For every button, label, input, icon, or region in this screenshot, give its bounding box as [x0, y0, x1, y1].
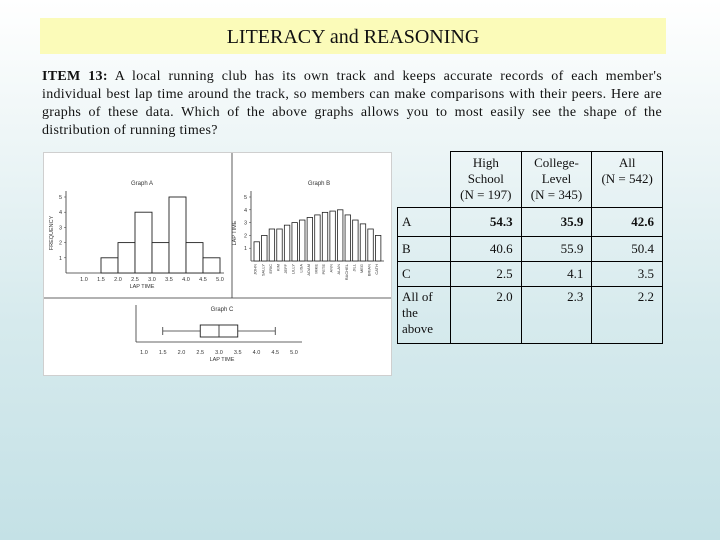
results-header-row — [398, 152, 663, 208]
graph-b-bar — [277, 229, 282, 261]
graph-c-x-tick: 5.0 — [290, 350, 298, 356]
graph-c-x-tick: 4.0 — [252, 350, 261, 356]
table-cell — [521, 208, 592, 237]
graph-a-y-label: FREQUENCY — [49, 215, 55, 251]
graph-a-y-tick: 2 — [58, 240, 62, 247]
table-cell: 2.2 — [592, 287, 663, 344]
graph-b-name-label: JEFF — [283, 264, 289, 274]
slide-title: LITERACY and REASONING — [226, 26, 480, 48]
graph-a-bar — [203, 258, 220, 273]
row-label — [398, 287, 451, 344]
table-cell: 2.5 — [451, 262, 522, 287]
graph-b-name-label: PETE — [321, 264, 327, 275]
graph-a-x-tick: 1.5 — [97, 277, 105, 283]
graph-b-bar — [337, 210, 342, 261]
graph-a-x-tick: 4.0 — [182, 277, 190, 283]
table-cell: 2.0 — [451, 287, 522, 344]
slide-title-bar — [40, 18, 666, 54]
graph-c-title: Graph C — [210, 307, 234, 313]
graph-a-y-tick: 4 — [58, 210, 62, 217]
row-label: A — [398, 208, 451, 237]
graph-c-x-label: LAP TIME — [209, 357, 235, 363]
graph-b-bar — [345, 215, 350, 261]
header-blank-cell — [398, 152, 451, 208]
row-label: C — [398, 262, 451, 287]
row-label-line1: All of — [402, 289, 433, 304]
graph-a-y-tick: 5 — [58, 195, 62, 201]
table-cell: 4.1 — [521, 262, 592, 287]
header-hs-line1: High — [472, 155, 499, 170]
graph-c-x-tick: 2.5 — [196, 350, 205, 356]
table-cell — [592, 208, 663, 237]
question-text — [42, 68, 662, 140]
graph-b-bar — [269, 229, 274, 261]
table-row — [398, 262, 663, 287]
header-col-line2: Level — [541, 171, 572, 186]
item-label: ITEM 13: — [42, 69, 108, 84]
header-college — [521, 152, 592, 208]
graph-b-bar — [368, 229, 373, 261]
table-cell: 50.4 — [592, 237, 663, 262]
graph-b-name-label: JOHN — [252, 264, 258, 275]
graph-a-y-tick: 3 — [58, 225, 62, 232]
cell-value: 54.3 — [489, 214, 513, 229]
graph-b-name-label: BRIAN — [366, 264, 372, 277]
graph-a-y-tick: 1 — [58, 255, 62, 262]
graph-a-x-tick: 2.0 — [114, 277, 122, 283]
graph-b-name-label: KIM — [275, 264, 281, 272]
graph-b-y-tick: 4 — [243, 207, 247, 214]
graph-b-name-label: RACHEL — [343, 264, 349, 281]
graphs-figure — [43, 152, 392, 376]
header-all-line2: (N = 542) — [601, 171, 653, 186]
graph-c-x-tick: 1.0 — [140, 350, 148, 356]
header-all-line1: All — [618, 155, 636, 170]
graph-a-bar — [101, 258, 118, 273]
graph-b-name-label: LISA — [298, 264, 304, 273]
graph-c-x-tick: 2.0 — [177, 350, 186, 356]
graph-b-name-label: SALLY — [260, 264, 266, 277]
graph-b-bar — [375, 235, 380, 261]
graph-b-name-label: CATH — [374, 264, 380, 275]
graph-b-bar — [292, 223, 297, 261]
graph-a-x-tick: 5.0 — [216, 277, 224, 283]
graph-b-name-label: LILLY — [290, 264, 296, 275]
graph-b-y-tick: 1 — [243, 246, 247, 253]
graph-a-bar — [152, 243, 169, 273]
graph-b-bar — [307, 217, 312, 261]
table-cell: 2.3 — [521, 287, 592, 344]
row-label-line3: above — [402, 321, 434, 336]
graph-b-y-tick: 3 — [243, 220, 247, 227]
cell-value: 35.9 — [560, 214, 584, 229]
header-col-line3: (N = 345) — [530, 187, 583, 202]
table-row — [398, 237, 663, 262]
graph-b-bar — [322, 212, 327, 261]
graph-a-bar — [118, 243, 135, 273]
graph-b-y-label: LAP TIME — [232, 220, 238, 246]
table-cell — [451, 208, 522, 237]
graph-b-name-label: MIKE — [313, 264, 319, 274]
graph-b-name-label: MEG — [358, 264, 364, 274]
header-all — [592, 152, 663, 208]
graph-a-x-tick: 1.0 — [80, 277, 88, 283]
cell-value: 42.6 — [631, 214, 654, 229]
header-col-line1: College- — [534, 155, 579, 170]
graph-c-x-tick: 4.5 — [271, 350, 280, 356]
graph-a-bar — [186, 243, 203, 273]
graph-b-name-label: ALAN — [336, 264, 342, 275]
graphs-svg — [44, 153, 391, 375]
item-text: A local running club has its own track and keeps accurate records of each member's individual best lap time around the track, so members can make comparisons with their peers. Here are graphs of these data. Which of the above graphs allows you to most easily see the shape of the distribution of running times? — [42, 69, 662, 138]
results-table — [397, 151, 663, 344]
row-label-line2: the — [402, 305, 418, 320]
table-row — [398, 287, 663, 344]
graph-c-x-tick: 3.0 — [215, 350, 223, 356]
graph-a-x-label: LAP TIME — [129, 284, 155, 290]
graph-b-y-tick: 2 — [243, 233, 247, 240]
graph-c-x-tick: 1.5 — [158, 350, 167, 356]
graph-b-bar — [300, 220, 305, 261]
graph-b-y-tick: 5 — [243, 195, 247, 201]
graph-a-title: Graph A — [130, 181, 154, 187]
graph-b-bar — [353, 220, 358, 261]
graph-b-bar — [254, 242, 259, 261]
graph-b-bar — [315, 215, 320, 261]
table-cell: 3.5 — [592, 262, 663, 287]
graph-b-bar — [284, 225, 289, 261]
graph-a-x-tick: 3.5 — [165, 277, 173, 283]
graph-b-name-label: ERIC — [267, 264, 273, 274]
graph-a-bar — [169, 197, 186, 273]
table-cell: 40.6 — [451, 237, 522, 262]
row-label: B — [398, 237, 451, 262]
graph-b-name-label: JILL — [351, 264, 357, 272]
header-high-school — [451, 152, 522, 208]
graph-a-bar — [135, 212, 152, 273]
graph-a-x-tick: 3.0 — [148, 277, 156, 283]
graph-b-bar — [330, 211, 335, 261]
table-row — [398, 208, 663, 237]
header-hs-line2: School — [467, 171, 504, 186]
graph-b-bar — [262, 235, 267, 261]
graph-b-title: Graph B — [307, 181, 331, 187]
header-hs-line3: (N = 197) — [460, 187, 512, 202]
graph-a-x-tick: 2.5 — [131, 277, 139, 283]
graph-b-bar — [360, 224, 365, 261]
table-cell: 55.9 — [521, 237, 592, 262]
graph-a-x-tick: 4.5 — [199, 277, 207, 283]
graph-b-name-label: ADAM — [305, 264, 311, 276]
graph-b-name-label: ANN — [328, 264, 334, 273]
graph-c-x-tick: 3.5 — [233, 350, 242, 356]
